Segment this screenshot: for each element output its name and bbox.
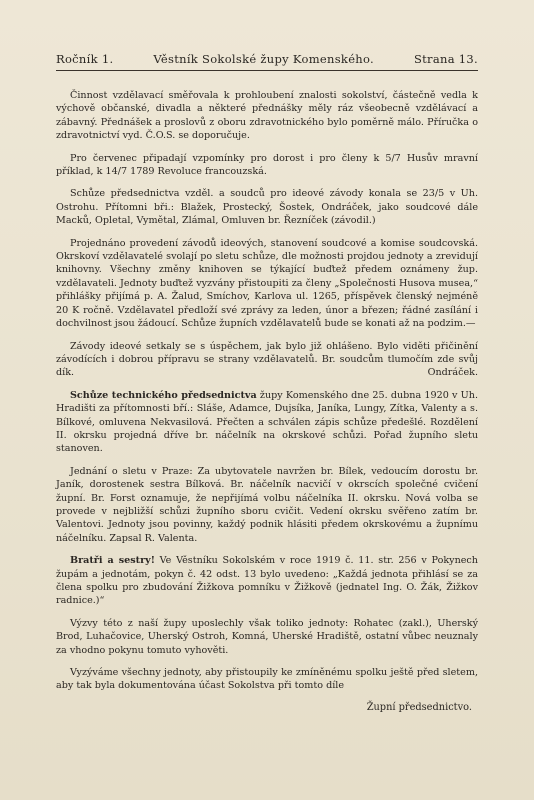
paragraph: Pro červenec připadají vzpomínky pro dorost i pro členy k 5/7 Husův mravní příklad, k 14/7 1789 Revoluce francouzská. xyxy=(56,152,478,178)
publication-title: Věstník Sokolské župy Komenského. xyxy=(153,52,374,66)
page-header xyxy=(56,52,478,71)
paragraph-lead: Schůze technického předsednictva xyxy=(70,389,257,401)
paragraph: Jednání o sletu v Praze: Za ubytovatele navržen br. Bílek, vedoucím dorostu br. Janík, dorostenek sestra Bílková. Br. náčelník nacvičí v okrscích společné cvičení župní. Br. Forst oznamuje, že nepřijímá volbu náčelníka II. okrsku. Nová volba se provede v nejbližší schůzi župního sboru cvičit. Vedení okrsku svěřeno zatím br. Valentovi. Jednoty jsou povinny, každý podnik hlásiti předem okrskovému a župnímu náčelníku. Zapsal R. Valenta. xyxy=(56,465,478,544)
page-number: Strana 13. xyxy=(413,52,478,66)
paragraph: Schůze předsednictva vzděl. a soudců pro ideové závody konala se 23/5 v Uh. Ostrohu. Přítomni bři.: Blažek, Prostecký, Šostek, Ondráček, jako soudcové dále Macků, Opletal, Vymětal, Zlámal, Omluven br. Řezníček (závodil.) xyxy=(56,188,478,227)
paragraph-signature: Ondráček. xyxy=(427,367,478,379)
paragraph: Závody ideové setkaly se s úspěchem, jak bylo již ohlášeno. Bylo viděti přičinění závodících i dobrou přípravu se strany vzdělavatelů. Br. soudcům tlumočím zde svůj dík. Ondráček. xyxy=(56,340,478,379)
paragraph: Schůze technického předsednictva župy Komenského dne 25. dubna 1920 v Uh. Hradišti za přítomnosti bří.: Sláše, Adamce, Dujsíka, Janíka, Lungy, Zítka, Valenty a s. Bílkové, omluvena Nekvasilová. Přečten a schválen zápis schůze předešlé. Rozdělení II. okrsku projedná dříve br. náčelník na okrskové schůzi. Pořad župního sletu stanoven. xyxy=(56,389,478,455)
paragraph: Vyzýváme všechny jednoty, aby přistoupily ke zmíněnému spolku ještě před sletem, aby tak byla dokumentována účast Sokolstva při tomto díle xyxy=(56,667,478,692)
paragraph: Výzvy této z naší župy uposlechly však toliko jednoty: Rohatec (zakl.), Uherský Brod, Luhačovice, Uherský Ostroh, Komná, Uherské Hradiště, ostatní vůbec neuznaly za vhodno pokynu tomuto vyhověti. xyxy=(56,617,478,656)
volume-label: Ročník 1. xyxy=(56,52,114,66)
paragraph: Projednáno provedení závodů ideových, stanovení soudcové a komise soudcovská. Okrskoví vzdělavatelé svolají po sletu schůze, dle možnosti projdou jednoty a zrevidují knihovny. Všechny změny knihoven se týkající buďtež předem oznámeny žup. vzdělavateli. Jednoty buďtež vyzvány přistoupiti za členy „Společnosti Husova musea,“ přihlášky přijímá p. A. Žalud, Smíchov, Karlova ul. 1265, příspěvek členský nejméně 20 K ročně. Vzdělavatel předloží své zprávy za leden, únor a březen; řádné zasílání i dochvilnost jsou žádoucí. Schůze župních vzdělavatelů bude se konati až na podzim.— xyxy=(56,237,478,330)
paragraph: Činnost vzdělavací směřovala k prohloubení znalosti sokolství, částečně vedla k výchově občanské, divadla a některé přednášky měly ráz všeobecně vzdělávací a zábavný. Přednášek a proslovů z oboru zdravotnického bylo poměrně málo. Příručka o zdravotnictví vyd. Č.O.S. se doporučuje. xyxy=(56,90,478,142)
closing-signature: Župní předsednictvo. xyxy=(366,701,472,713)
paragraph: Bratři a sestry! Ve Věstníku Sokolském v roce 1919 č. 11. str. 256 v Pokynech župám a jednotám, pokyn č. 42 odst. 13 bylo uvedeno: „Každá jednota přihlásí se za člena spolku pro zbudování Žižkova pomníku v Žižkově (jednatel Ing. O. Žák, Žižkov radnice.)“ xyxy=(56,555,478,607)
article-body xyxy=(56,89,478,693)
paragraph-lead: Bratři a sestry! xyxy=(70,555,155,567)
